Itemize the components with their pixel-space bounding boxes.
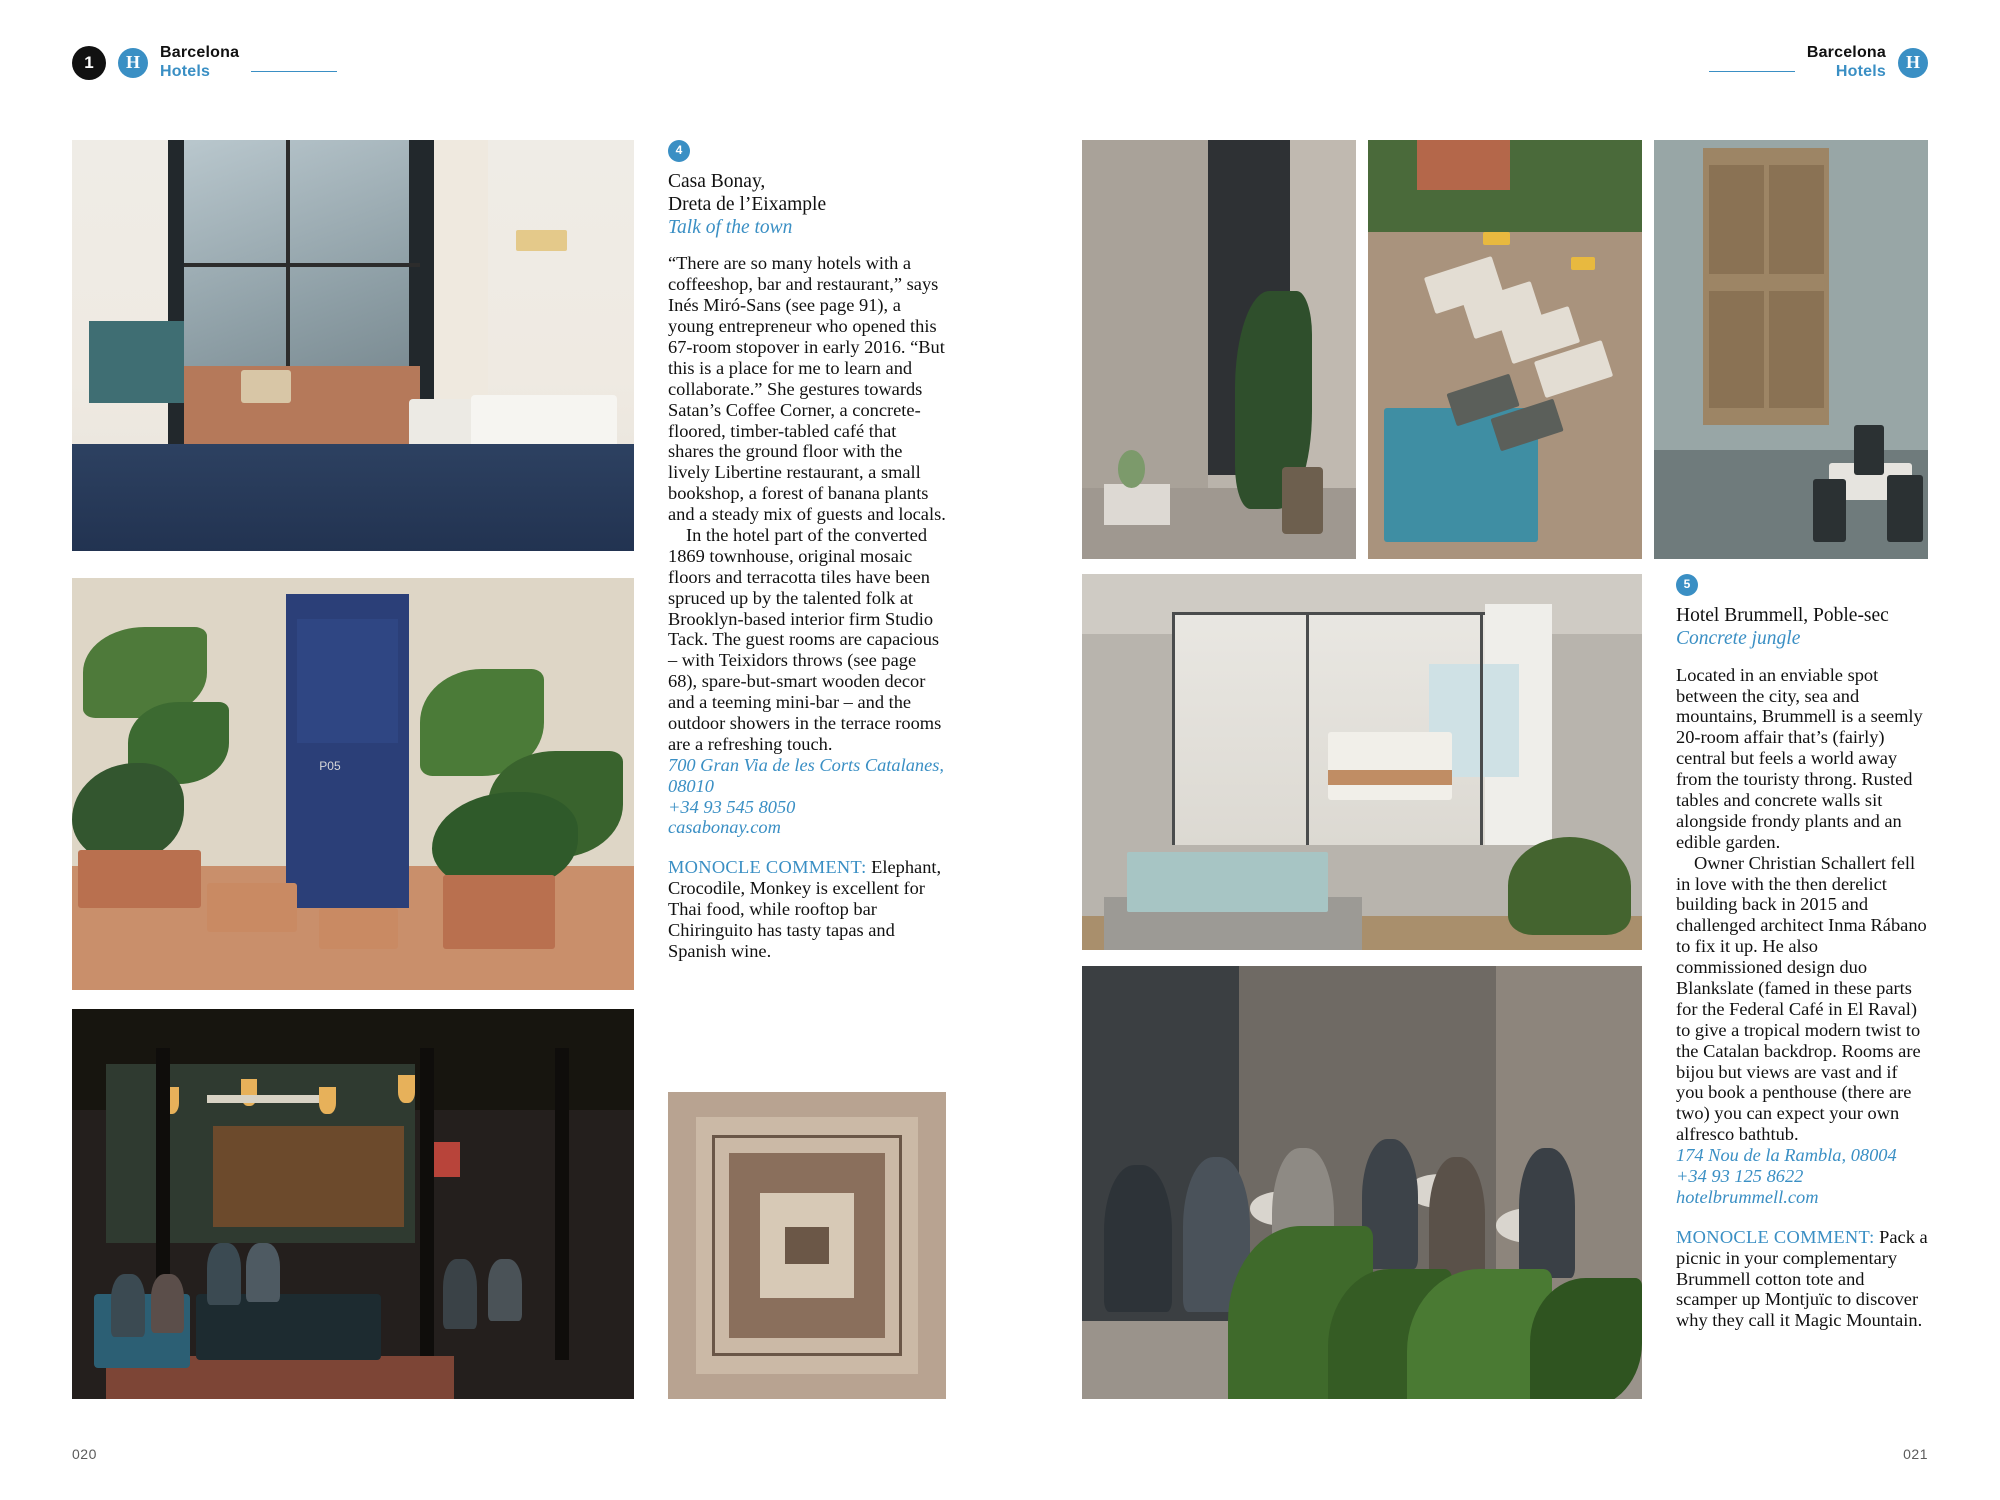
entry-title-line1: Casa Bonay, <box>668 171 766 192</box>
left-header-section: Hotels <box>160 62 211 80</box>
hotels-h-icon: H <box>118 48 148 78</box>
entry-address-right: 174 Nou de la Rambla, 08004 <box>1676 1145 1897 1166</box>
entry-subtitle-right: Concrete jungle <box>1676 627 1801 649</box>
terrace-restaurant-photo <box>1082 966 1642 1399</box>
left-header-city: Barcelona <box>160 44 240 61</box>
right-page <box>1000 0 2000 1500</box>
chapter-number-badge: 1 <box>72 46 106 80</box>
blue-door-courtyard-photo: P05 <box>72 578 634 990</box>
entry-paragraph-1-right: Located in an enviable spot between the city, sea and mountains, Brummell is a seemly 20-room affair that’s (fairly) central but feels a world away from the touristy throng. Rusted tables and concrete walls sit alongside frondy plants and an edible garden. <box>1676 664 1923 852</box>
entry-body <box>668 253 946 754</box>
left-header-text <box>160 44 239 82</box>
entry-title-right: Hotel Brummell, Poble-sec <box>1676 605 1889 626</box>
monocle-comment-label: MONOCLE COMMENT: <box>668 857 867 878</box>
right-header-text <box>1807 44 1886 82</box>
entry-title-line2: Dreta de l’Eixample <box>668 193 827 215</box>
entry-paragraph-2: In the hotel part of the converted 1869 townhouse, original mosaic floors and terracotta tiles have been spruced up by the talented folk at Brooklyn-based interior firm Studio Tack. The guest rooms are capacious – with Teixidors throws (see page 68), spare-but-smart wooden decor and a teeming mini-bar – and the outdoor showers in the terrace rooms are a refreshing touch. <box>668 525 942 754</box>
hotel-brummell-entry <box>1676 574 1928 1331</box>
entry-address: 700 Gran Via de les Corts Catalanes, 08010 <box>668 754 945 796</box>
entry-monocle-comment-right <box>1676 1227 1928 1331</box>
hotels-h-icon-right: H <box>1898 48 1928 78</box>
entry-website-right[interactable]: hotelbrummell.com <box>1676 1186 1819 1207</box>
entry-body-right <box>1676 665 1928 1145</box>
concrete-courtyard-photo <box>1082 140 1356 559</box>
monocle-comment-text: Elephant, Crocodile, Monkey is excellent for Thai food, while rooftop bar Chiringuito has tasty tapas and Spanish wine. <box>668 857 942 961</box>
left-header-rule <box>251 71 337 72</box>
left-folio: 020 <box>72 1446 97 1462</box>
left-page-header <box>72 44 337 82</box>
bar-lounge-photo <box>72 1009 634 1399</box>
right-header-city: Barcelona <box>1806 44 1886 61</box>
entry-number-badge-right: 5 <box>1676 574 1698 596</box>
stairwell-photo <box>668 1092 946 1399</box>
monocle-comment-text-right: Pack a picnic in your complementary Brummell cotton tote and scamper up Montjuïc to discover why they call it Magic Mountain. <box>1676 1226 1928 1331</box>
entry-paragraph-1: “There are so many hotels with a coffeeshop, bar and restaurant,” says Inés Miró-Sans (see page 91), a young entrepreneur who opened this 67-room stopover in early 2016. “But this is a place for me to learn and collaborate.” She gestures towards Satan’s Coffee Corner, a concrete-floored, timber-tabled café that shares the ground floor with the lively Libertine restaurant, a small bookshop, a forest of banana plants and a steady mix of guests and locals. <box>668 253 946 525</box>
entry-phone: +34 93 545 8050 <box>668 796 796 817</box>
right-folio: 021 <box>1903 1446 1928 1462</box>
right-page-header <box>1709 44 1928 82</box>
entry-phone-right: +34 93 125 8622 <box>1676 1166 1804 1186</box>
entry-monocle-comment <box>668 857 946 961</box>
monocle-comment-label-right: MONOCLE COMMENT: <box>1676 1226 1875 1247</box>
entry-website[interactable]: casabonay.com <box>668 817 781 838</box>
suite-plunge-pool-photo <box>1082 574 1642 950</box>
right-header-rule <box>1709 71 1795 72</box>
entry-subtitle: Talk of the town <box>668 216 793 238</box>
hotel-room-photo <box>72 140 634 551</box>
wooden-doors-photo <box>1654 140 1928 559</box>
entry-paragraph-2-right: Owner Christian Schallert fell in love with the then derelict building back in 2015 and challenged architect Inma Rábano to fix it up. He also commissioned design duo Blankslate (famed in these parts for the Federal Café in El Raval) to give a tropical modern twist to the Catalan backdrop. Rooms are bijou but views are vast and if you book a penthouse (there are two) you can expect your own alfresco bathtub. <box>1676 852 1927 1145</box>
rooftop-pool-photo <box>1368 140 1642 559</box>
entry-number-badge: 4 <box>668 140 690 162</box>
casa-bonay-entry <box>668 140 946 962</box>
right-header-section: Hotels <box>1835 62 1886 80</box>
